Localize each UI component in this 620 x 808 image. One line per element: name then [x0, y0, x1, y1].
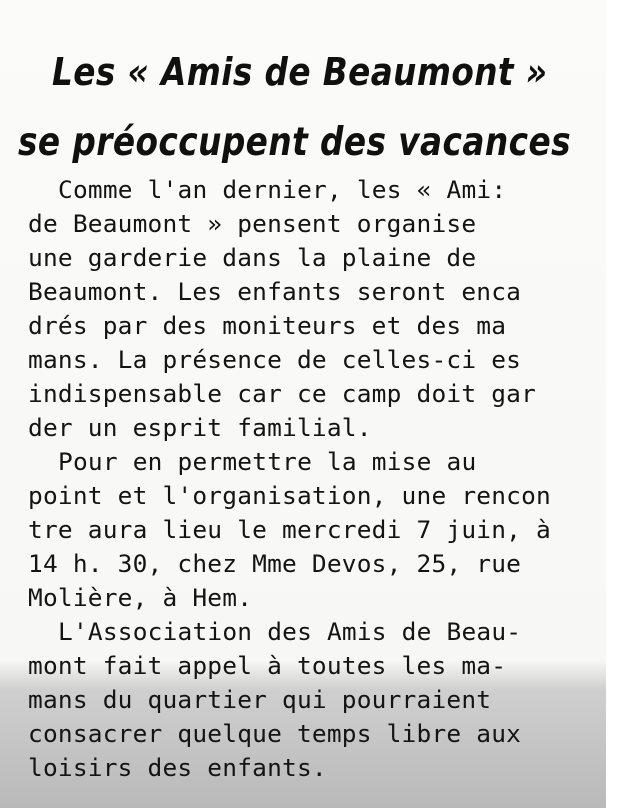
- body-line: loisirs des enfants.: [28, 754, 327, 782]
- body-line: indispensable car ce camp doit gar: [28, 380, 537, 408]
- body-line: une garderie dans la plaine de: [28, 244, 477, 272]
- body-line: de Beaumont » pensent organise: [28, 210, 477, 238]
- body-line: der un esprit familial.: [28, 414, 372, 442]
- body-line: L'Association des Amis de Beau-: [58, 618, 522, 646]
- body-line: mans. La présence de celles-ci es: [28, 346, 522, 374]
- body-line: tre aura lieu le mercredi 7 juin, à: [28, 516, 551, 544]
- body-line: drés par des moniteurs et des ma: [28, 312, 507, 340]
- body-line: Pour en permettre la mise au: [58, 448, 477, 476]
- body-line: Beaumont. Les enfants seront enca: [28, 278, 522, 306]
- body-line: mont fait appel à toutes les ma-: [28, 652, 507, 680]
- headline-line-2: se préoccupent des vacances: [18, 120, 572, 165]
- body-line: 14 h. 30, chez Mme Devos, 25, rue: [28, 550, 522, 578]
- body-line: Comme l'an dernier, les « Ami:: [58, 176, 507, 204]
- body-line: mans du quartier qui pourraient: [28, 686, 492, 714]
- body-line: consacrer quelque temps libre aux: [28, 720, 522, 748]
- headline-line-1: Les « Amis de Beaumont »: [52, 50, 548, 94]
- body-line: point et l'organisation, une rencon: [28, 482, 551, 510]
- body-line: Molière, à Hem.: [28, 584, 253, 612]
